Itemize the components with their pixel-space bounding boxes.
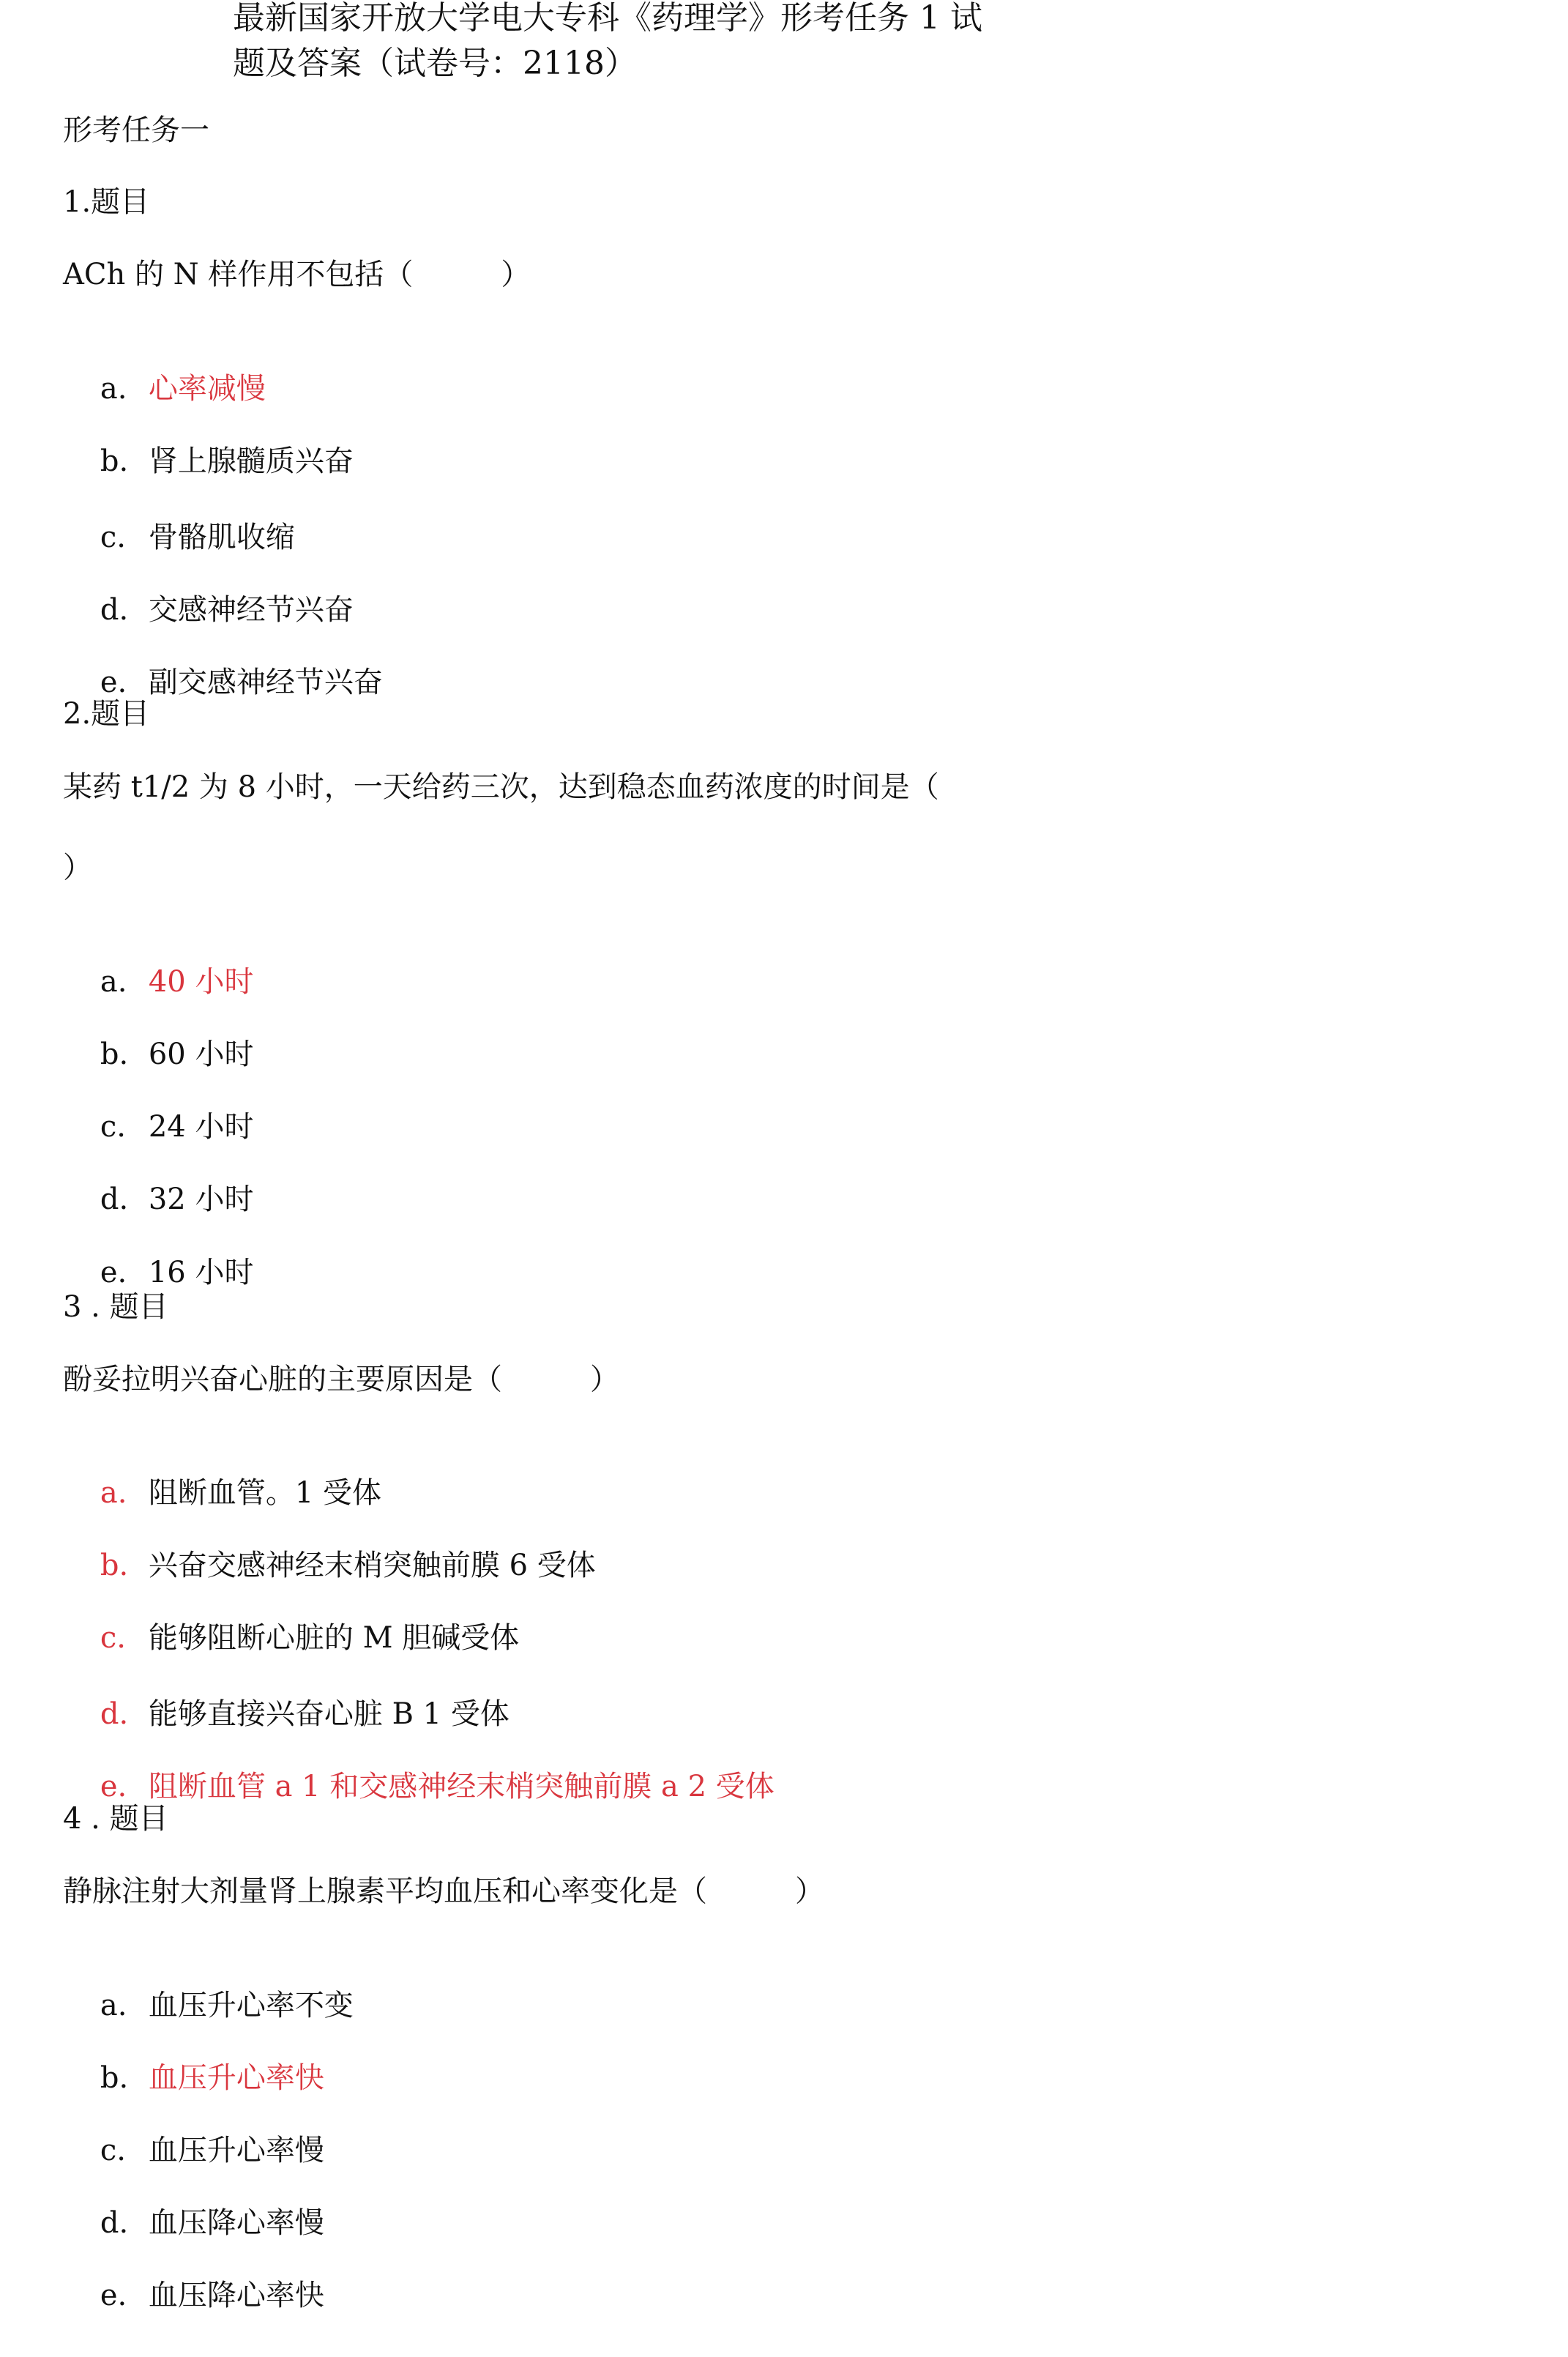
question-4-option-e [63, 2234, 324, 2357]
option-letter: b. [100, 1549, 129, 1582]
option-letter: b. [100, 2061, 129, 2095]
option-letter: b. [100, 1038, 129, 1071]
title-line-1: 最新国家开放大学电大专科《药理学》形考任务 1 试 [233, 0, 982, 37]
option-text: 血压升心率慢 [148, 2134, 324, 2167]
option-text: 阻断血管。1 受体 [148, 1476, 382, 1510]
option-letter: a. [100, 965, 127, 999]
question-2-stem: 某药 t1/2 为 8 小时，一天给药三次，达到稳态血药浓度的时间是（ [63, 770, 939, 804]
option-text: 60 小时 [148, 1038, 254, 1071]
question-3-heading: 3 . 题目 [63, 1290, 168, 1324]
option-letter: d. [100, 1697, 129, 1731]
question-2-stem-continued: ） [63, 851, 92, 885]
option-text: 心率减慢 [148, 372, 266, 406]
option-letter: b. [100, 444, 129, 478]
option-letter: d. [100, 1183, 129, 1216]
option-text: 副交感神经节兴奋 [148, 666, 383, 699]
option-text: 32 小时 [148, 1183, 254, 1216]
question-4-stem: 静脉注射大剂量肾上腺素平均血压和心率变化是（ ） [63, 1874, 824, 1908]
option-letter: e. [100, 666, 127, 699]
section-heading: 形考任务一 [63, 113, 209, 147]
option-text: 能够直接兴奋心脏 B 1 受体 [148, 1697, 509, 1731]
option-text: 骨骼肌收缩 [148, 521, 295, 554]
option-letter: c. [100, 1621, 126, 1655]
option-letter: c. [100, 2134, 126, 2167]
option-text: 16 小时 [148, 1256, 254, 1289]
option-letter: e. [100, 1256, 127, 1289]
option-letter: d. [100, 593, 129, 627]
option-text: 血压升心率快 [148, 2061, 324, 2095]
title-line-2: 题及答案（试卷号：2118） [233, 45, 637, 82]
question-3-stem: 酚妥拉明兴奋心脏的主要原因是（ ） [63, 1363, 619, 1396]
option-letter: a. [100, 372, 127, 406]
option-text: 血压降心率慢 [148, 2206, 324, 2240]
question-2-heading: 2.题目 [63, 697, 150, 731]
option-text: 血压升心率不变 [148, 1989, 354, 2022]
option-letter: c. [100, 1110, 126, 1144]
option-letter: e. [100, 1770, 127, 1803]
option-letter: c. [100, 521, 126, 554]
question-1-stem: ACh 的 N 样作用不包括（ ） [63, 258, 531, 291]
option-text: 40 小时 [148, 965, 254, 999]
option-text: 兴奋交感神经末梢突触前膜 6 受体 [148, 1549, 596, 1582]
option-text: 能够阻断心脏的 M 胆碱受体 [148, 1621, 520, 1655]
option-text: 血压降心率快 [148, 2279, 324, 2312]
question-4-heading: 4 . 题目 [63, 1802, 168, 1836]
option-text: 24 小时 [148, 1110, 254, 1144]
question-1-heading: 1.题目 [63, 185, 150, 219]
option-letter: a. [100, 1989, 127, 2022]
option-letter: d. [100, 2206, 129, 2240]
question-3-option-e [63, 1725, 774, 1848]
option-text: 交感神经节兴奋 [148, 593, 354, 627]
document-title [233, 0, 1184, 86]
option-letter: a. [100, 1476, 127, 1510]
option-text: 肾上腺髓质兴奋 [148, 444, 354, 478]
option-letter: e. [100, 2279, 127, 2312]
option-text: 阻断血管 a 1 和交感神经末梢突触前膜 a 2 受体 [148, 1770, 774, 1803]
